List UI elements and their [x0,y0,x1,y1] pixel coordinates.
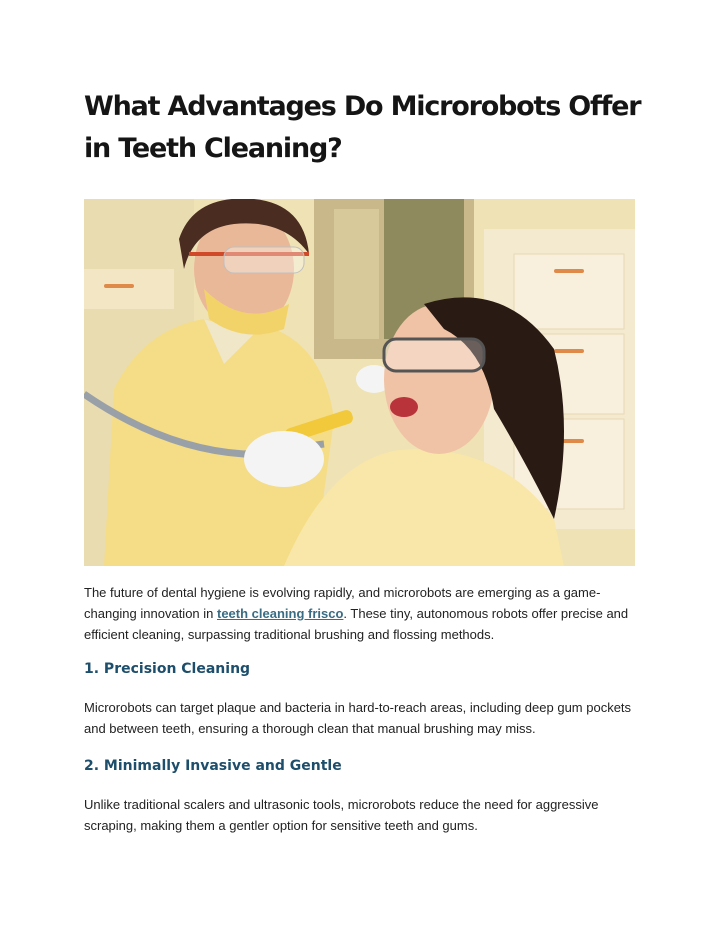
intro-text-start: The future of dental hygiene is evolving rapidly, and microrobots are emerging as a game-changing innovation in [84,585,601,621]
section-body-precision: Microrobots can target plaque and bacteria in hard-to-reach areas, including deep gum pockets and between teeth, ensuring a thorough clean that manual brushing may miss. [84,700,632,736]
intro-text-end: . These tiny, autonomous robots offer precise and efficient cleaning, surpassing traditional brushing and flossing methods. [84,606,629,642]
dental-cleaning-photo [84,199,635,566]
section-body-gentle: Unlike traditional scalers and ultrasonic tools, microrobots reduce the need for aggressive scraping, making them a gentler option for sensitive teeth and gums. [84,797,599,833]
title-line-1: What Advantages Do Microrobots Offer [84,91,641,122]
title-line-2: in Teeth Cleaning? [84,133,342,164]
photo-illustration [84,199,635,566]
section-heading-precision: 1. Precision Cleaning [84,661,251,677]
intro-paragraph [84,582,636,645]
page-title [84,86,644,170]
section-heading-gentle: 2. Minimally Invasive and Gentle [84,758,342,774]
teeth-cleaning-link[interactable]: teeth cleaning frisco [217,606,344,621]
